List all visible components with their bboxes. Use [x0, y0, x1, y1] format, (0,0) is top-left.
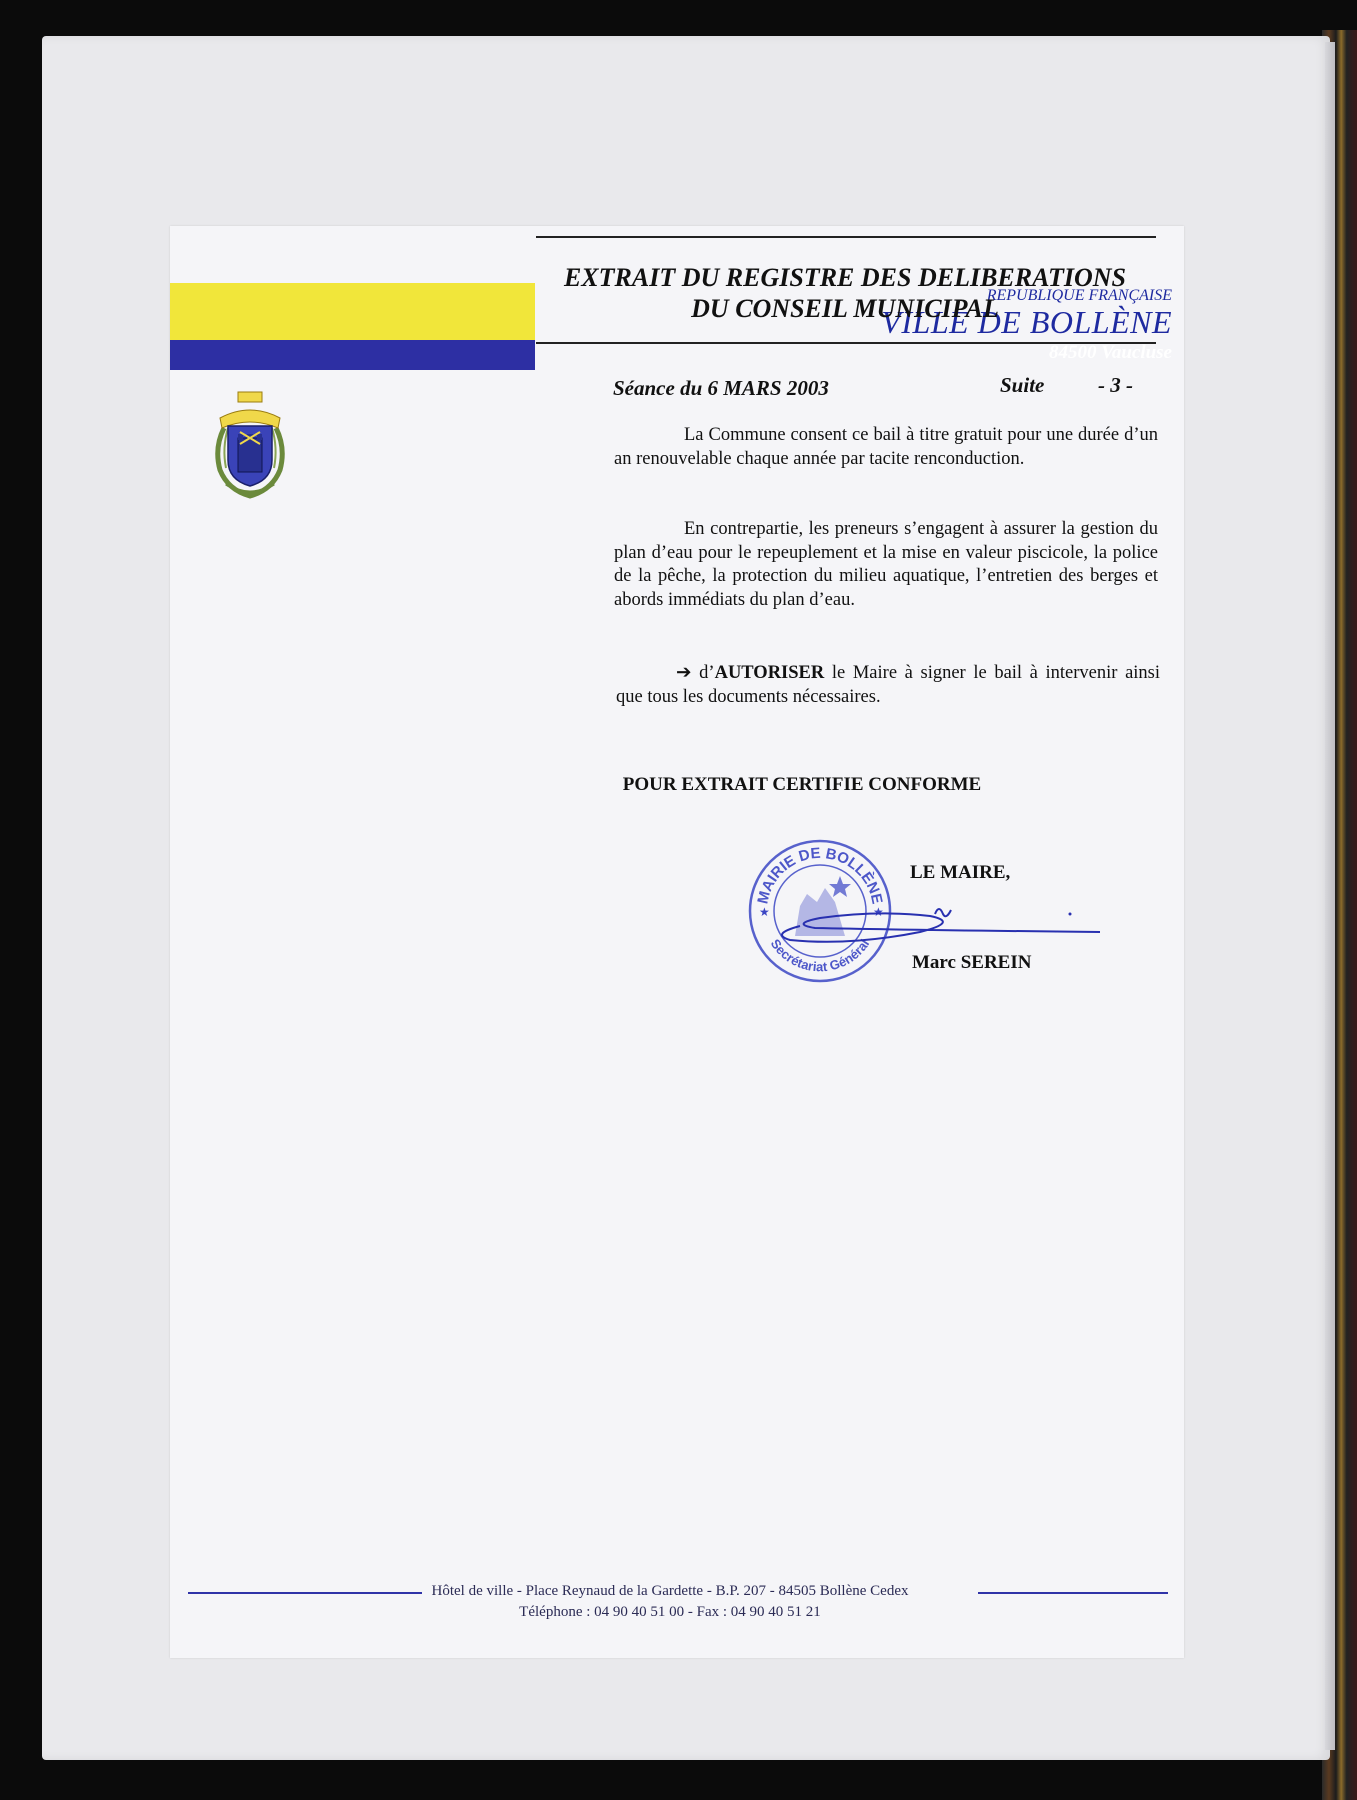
departement-label: 84500 Vaucluse [1049, 342, 1172, 363]
document-sheet [170, 226, 1184, 1658]
page-number: - 3 - [1098, 373, 1133, 397]
letterhead-banner-blue [170, 340, 535, 370]
body-paragraph-2: En contrepartie, les preneurs s’engagent à assurer la gestion du plan d’eau pour le repeuplement et la mise en valeur piscicole, la police de la pêche, la protection du milieu aquatique, l’entretien des berges et abords immédiats du plan d’eau. [614, 519, 1158, 610]
ville-label: VILLE DE BOLLÈNE [881, 304, 1172, 340]
decision-prefix: d’ [699, 663, 715, 683]
decision-paragraph [616, 661, 1160, 709]
title-top-rule [536, 236, 1156, 238]
decision-keyword: AUTORISER [714, 663, 825, 683]
footer-phone: Téléphone : 04 90 40 51 00 - Fax : 04 90 40 51 21 [519, 1604, 821, 1620]
body-paragraph-1: La Commune consent ce bail à titre gratuit pour une durée d’un an renouvelable chaque année par tacite renconduction. [614, 425, 1158, 469]
stamp-top-text: MAIRIE DE BOLLÈNE [754, 844, 886, 906]
title-line-1: EXTRAIT DU REGISTRE DES DELIBERATIONS [563, 263, 1127, 292]
page-edge [1325, 42, 1335, 1750]
letterhead-banner-yellow [170, 283, 535, 340]
title-line-2: DU CONSEIL MUNICIPAL [691, 294, 999, 323]
footer-address: Hôtel de ville - Place Reynaud de la Gardette - B.P. 207 - 84505 Bollène Cedex [431, 1583, 909, 1599]
handwritten-signature [760, 896, 1110, 946]
certification-text: POUR EXTRAIT CERTIFIE CONFORME [622, 774, 982, 795]
svg-text:★: ★ [873, 905, 884, 919]
document-title [530, 262, 1160, 324]
arrow-icon: ➔ [676, 663, 692, 683]
republique-label: REPUBLIQUE FRANÇAISE [986, 287, 1172, 304]
suite-label: Suite [1000, 373, 1045, 397]
svg-text:★: ★ [759, 905, 770, 919]
decision-text: le Maire à signer le bail à intervenir ainsi que tous les documents nécessaires. [616, 663, 1161, 707]
coat-of-arms-icon [210, 388, 290, 500]
stamp-bottom-text: Secrétariat Général [767, 936, 873, 975]
title-bottom-rule [536, 342, 1156, 344]
session-date: Séance du 6 MARS 2003 [613, 376, 829, 400]
footer-rule-right [978, 1592, 1168, 1594]
signer-name: Marc SEREIN [912, 952, 1032, 973]
mayor-title: LE MAIRE, [910, 862, 1011, 883]
